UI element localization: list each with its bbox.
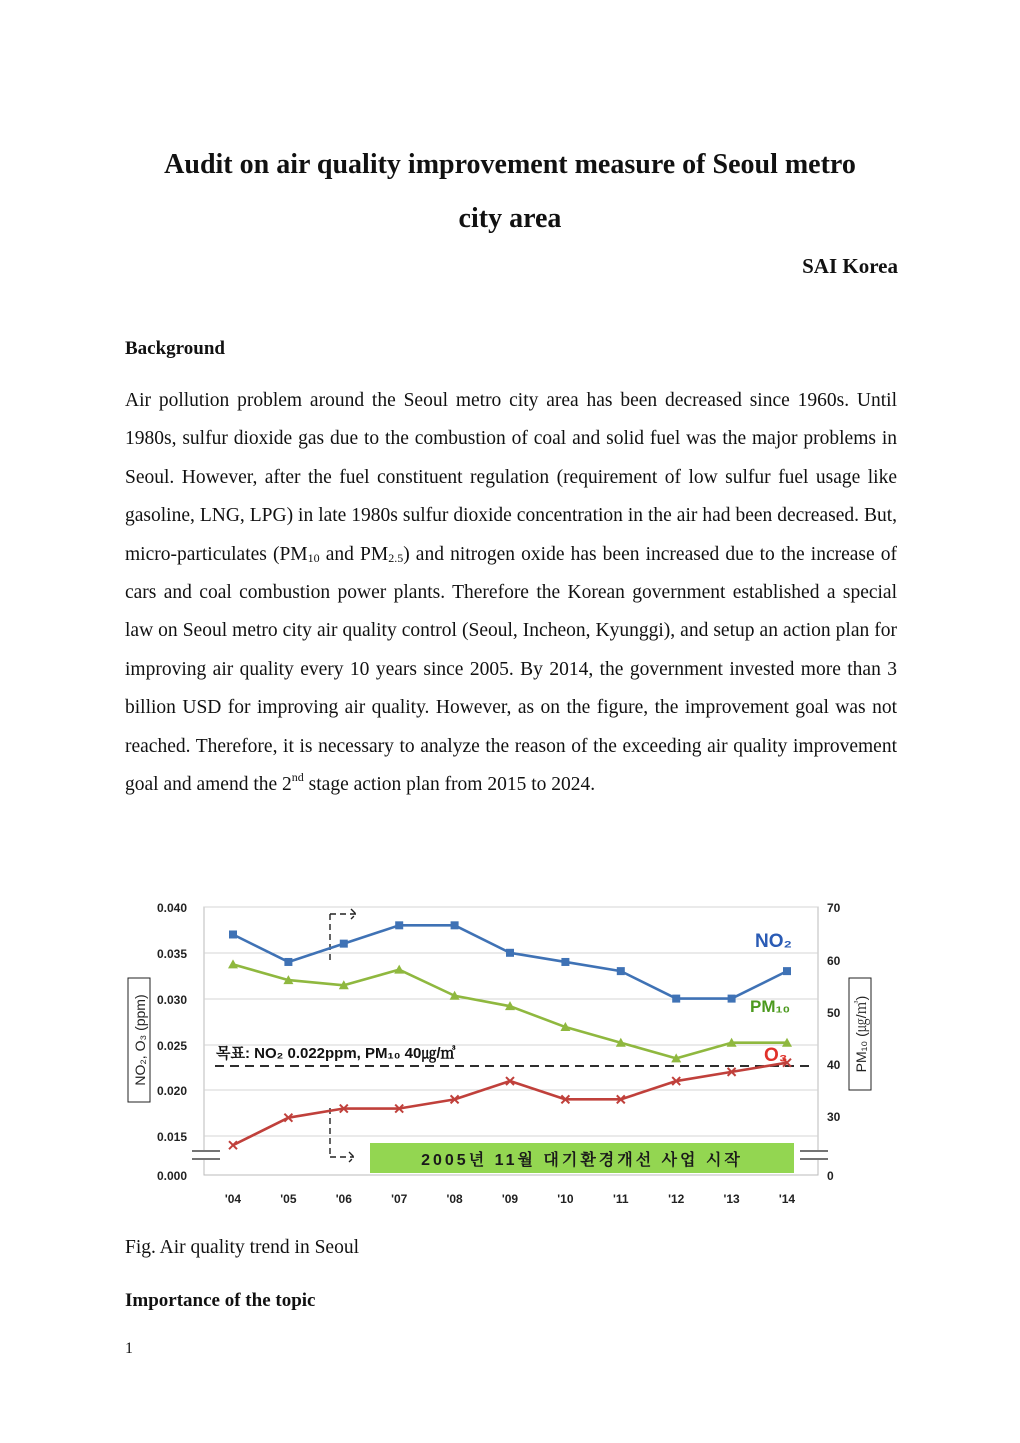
legend-label-no2: NO₂ xyxy=(755,931,792,952)
x-tick-label: '14 xyxy=(778,1192,796,1206)
nd-superscript: nd xyxy=(291,770,304,785)
right-tick-label: 30 xyxy=(827,1110,841,1124)
series-layer xyxy=(228,921,792,1149)
left-tick-label: 0.030 xyxy=(156,993,187,1007)
pm25-subscript: 2.5 xyxy=(388,550,404,565)
start-banner-label: 2005년 11월 대기환경개선 사업 시작 xyxy=(421,1152,743,1169)
left-tick-label: 0.025 xyxy=(156,1039,187,1053)
right-tick-label: 0 xyxy=(827,1169,834,1183)
x-tick-label: '07 xyxy=(391,1192,408,1206)
author: SAI Korea xyxy=(802,254,898,278)
x-tick-label: '05 xyxy=(280,1192,297,1206)
legend-label-o3: O₃ xyxy=(764,1045,788,1066)
data-point xyxy=(728,995,736,1003)
para-seg-4: stage action plan from 2015 to 2024. xyxy=(303,774,596,796)
para-seg-3: ) and nitrogen oxide has been increased due to the increase of cars and coal combustion power plants. Therefore the Korean government established a special law on Seoul metro city air quality control (Seoul, Incheon, Kyunggi), and setup an action plan for improving air quality every 10 years since 2005. By 2014, the government invested more than 3 billion USD for improving air quality. However, as on the figure, the improvement goal was not reached. Therefore, it is necessary to analyze the reason of the exceeding air quality improvement goal and amend the 2 xyxy=(125,543,898,796)
x-tick-label: '12 xyxy=(668,1192,685,1206)
right-tick-label: 40 xyxy=(827,1058,841,1072)
x-tick-label: '06 xyxy=(335,1192,352,1206)
x-tick-label: '09 xyxy=(501,1192,519,1206)
left-axis-label: NO₂, O₃ (ppm) xyxy=(132,994,148,1086)
para-seg-1: Air pollution problem around the Seoul metro city area has been decreased since 1960s. Until 1980s, sulfur dioxide gas due to the combustion of coal and solid fuel was the major problems in Seoul. However, after the fuel constituent regulation (requirement of low sulfur fuel usage like gasoline, LNG, LPG) in late 1980s sulfur dioxide concentration in the air had been decreased. But, micro-particulates (PM xyxy=(125,390,897,565)
chart-grid xyxy=(204,907,818,1136)
right-tick-label: 50 xyxy=(827,1006,841,1020)
right-axis-ticks xyxy=(827,901,841,1183)
data-point xyxy=(340,940,348,948)
left-tick-label: 0.035 xyxy=(156,947,187,961)
data-point xyxy=(395,921,403,929)
data-point xyxy=(506,949,514,957)
document-title xyxy=(0,138,1020,246)
chart-svg xyxy=(120,890,880,1220)
x-tick-label: '11 xyxy=(613,1192,629,1206)
pm10-subscript: 10 xyxy=(307,550,320,565)
x-tick-label: '13 xyxy=(723,1192,740,1206)
data-point xyxy=(228,959,238,968)
data-point xyxy=(783,967,791,975)
data-point xyxy=(229,930,237,938)
data-point xyxy=(451,921,459,929)
x-tick-label: '10 xyxy=(557,1192,574,1206)
left-axis-ticks xyxy=(157,901,187,1183)
right-tick-label: 60 xyxy=(827,954,841,968)
air-quality-chart xyxy=(120,890,880,1220)
legend-label-pm10: PM₁₀ xyxy=(750,997,791,1016)
data-point xyxy=(394,965,404,974)
heading-importance: Importance of the topic xyxy=(125,1290,316,1311)
data-point xyxy=(672,995,680,1003)
x-tick-label: '08 xyxy=(446,1192,463,1206)
left-tick-label: 0.040 xyxy=(156,901,187,915)
left-tick-label: 0.015 xyxy=(156,1130,187,1144)
data-point xyxy=(617,967,625,975)
target-label: 목표: NO₂ 0.022ppm, PM₁₀ 40㎍/㎥ xyxy=(216,1045,456,1062)
data-point xyxy=(284,958,292,966)
x-axis-ticks xyxy=(225,1192,796,1206)
right-axis-label: PM₁₀ (㎍/㎥) xyxy=(853,995,869,1073)
plot-frame xyxy=(204,907,818,1175)
figure-caption: Fig. Air quality trend in Seoul xyxy=(125,1237,359,1258)
right-tick-label: 70 xyxy=(827,901,841,915)
heading-background: Background xyxy=(125,338,225,359)
series-line-0 xyxy=(233,925,787,998)
para-seg-2: and PM xyxy=(319,543,389,565)
title-line-1: Audit on air quality improvement measure of Seoul metro xyxy=(164,149,856,180)
page-number: 1 xyxy=(125,1340,133,1357)
data-point xyxy=(561,958,569,966)
x-tick-label: '04 xyxy=(224,1192,242,1206)
background-paragraph xyxy=(125,382,897,804)
title-line-2: city area xyxy=(458,203,562,234)
series-line-2 xyxy=(233,1063,787,1145)
left-tick-label: 0.000 xyxy=(156,1169,187,1183)
left-tick-label: 0.020 xyxy=(156,1084,187,1098)
